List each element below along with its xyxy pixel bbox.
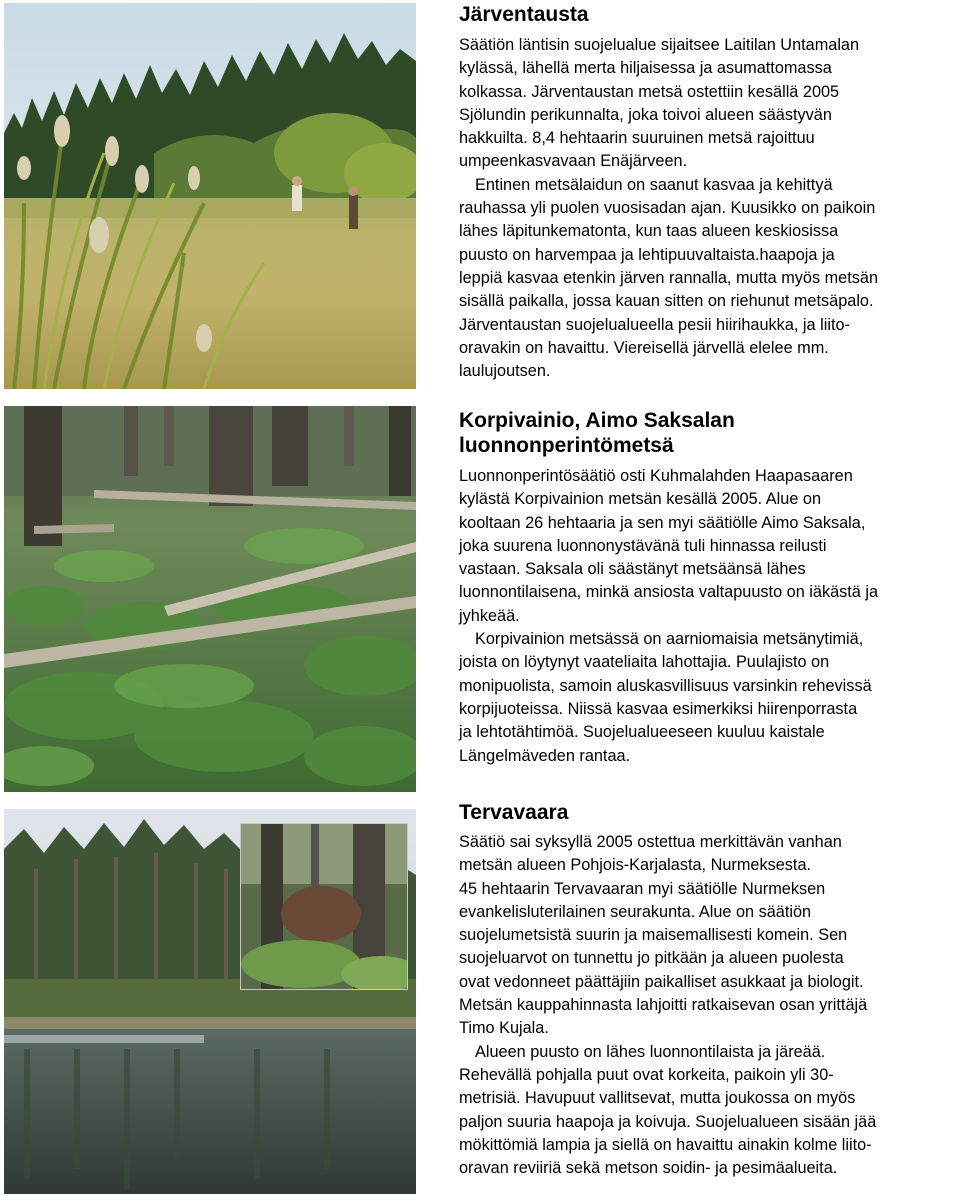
text-line: Längelmäveden rantaa. bbox=[459, 746, 631, 765]
section-title: Tervavaara bbox=[459, 801, 569, 824]
article-jarventausta bbox=[459, 2, 959, 383]
text-line: Entinen metsälaidun on saanut kasvaa ja kehittyä bbox=[475, 175, 833, 194]
text-line: jyhkeää. bbox=[459, 606, 520, 625]
text-line: umpeenkasvavaan Enäjärveen. bbox=[459, 152, 688, 171]
text-line: Alueen puusto on lähes luonnontilaista ja järeää. bbox=[475, 1042, 826, 1061]
section-body bbox=[459, 831, 959, 1180]
text-line: kolkassa. Järventaustan metsä ostettiin kesällä 2005 bbox=[459, 82, 840, 101]
text-line: kylässä, lähellä merta hiljaisessa ja asumattomassa bbox=[459, 59, 832, 78]
text-line: monipuolista, samoin aluskasvillisuus varsinkin rehevissä bbox=[459, 676, 872, 695]
text-line: Timo Kujala. bbox=[459, 1019, 549, 1038]
forest-floor-illustration bbox=[4, 406, 416, 792]
article-tervavaara bbox=[459, 800, 959, 1180]
photo-tervavaara-inset bbox=[240, 823, 408, 990]
text-line: luonnontilaisena, minkä ansiosta valtapuusto on iäkästä ja bbox=[459, 583, 879, 602]
text-line: Metsän kauppahinnasta lahjoitti ratkaisevan osan yrittäjä bbox=[459, 996, 868, 1015]
text-line: rauhassa yli puolen vuosisadan ajan. Kuusikko on paikoin bbox=[459, 199, 876, 218]
title-line: Korpivainio, Aimo Saksalan bbox=[459, 409, 735, 432]
article-korpivainio bbox=[459, 408, 959, 768]
text-line: suojelumetsistä suurin ja maisemallisesti komein. Sen bbox=[459, 926, 848, 945]
forest-interior-illustration bbox=[241, 824, 407, 989]
text-line: kooltaan 26 hehtaaria ja sen myi säätiölle Aimo Saksala, bbox=[459, 513, 866, 532]
text-line: puusto on harvempaa ja lehtipuuvaltaista.haapoja ja bbox=[459, 245, 835, 264]
title-line: luonnonperintömetsä bbox=[459, 434, 674, 457]
text-line: Järventaustan suojelualueella pesii hiirihaukka, ja liito- bbox=[459, 315, 850, 334]
text-line: lähes läpitunkematonta, kun taas alueen keskiosissa bbox=[459, 222, 839, 241]
text-line: sisällä paikalla, jossa kauan sitten on riehunut metsäpalo. bbox=[459, 292, 874, 311]
text-line: Säätiö sai syksyllä 2005 ostettua merkittävän vanhan bbox=[459, 833, 842, 851]
text-line: Säätiön läntisin suojelualue sijaitsee Laitilan Untamalan bbox=[459, 36, 860, 54]
photo-jarventausta-meadow bbox=[4, 3, 416, 389]
text-line: joka suurena luonnonystävänä tuli hinnassa reilusti bbox=[459, 536, 827, 555]
photo-korpivainio-forest bbox=[4, 406, 416, 792]
text-line: ovat vedonneet päättäjiin paikalliset asukkaat ja biologit. bbox=[459, 972, 864, 991]
section-title bbox=[459, 408, 959, 458]
text-line: Luonnonperintösäätiö osti Kuhmalahden Haapasaaren bbox=[459, 467, 853, 485]
text-line: metrisiä. Havupuut vallitsevat, mutta joukossa on myös bbox=[459, 1089, 856, 1108]
text-line: leppiä kasvaa etenkin järven rannalla, mutta myös metsän bbox=[459, 268, 879, 287]
text-line: korpijuoteissa. Niissä kasvaa esimerkiksi hiirenporrasta bbox=[459, 699, 858, 718]
text-line: 45 hehtaarin Tervavaaran myi säätiölle Nurmeksen bbox=[459, 879, 826, 898]
text-line: suojeluarvot on tunnettu jo pitkään ja alueen puolesta bbox=[459, 949, 844, 968]
text-line: Korpivainion metsässä on aarniomaisia metsänytimiä, bbox=[475, 630, 864, 649]
text-line: oravakin on havaittu. Viereisellä järvellä elelee mm. bbox=[459, 338, 829, 357]
text-line: oravan reviiriä sekä metson soidin- ja pesimäalueita. bbox=[459, 1159, 838, 1178]
meadow-illustration bbox=[4, 3, 416, 389]
section-body bbox=[459, 34, 959, 383]
text-line: Rehevällä pohjalla puut ovat korkeita, paikoin yli 30- bbox=[459, 1065, 834, 1084]
text-line: mökittömiä lampia ja siellä on havaittu ainakin kolme liito- bbox=[459, 1135, 872, 1154]
text-line: hakkuilta. 8,4 hehtaarin suuruinen metsä rajoittuu bbox=[459, 129, 815, 148]
section-title: Järventausta bbox=[459, 3, 589, 26]
text-line: paljon suuria haapoja ja koivuja. Suojelualueen sisään jää bbox=[459, 1112, 877, 1131]
text-line: metsän alueen Pohjois-Karjalasta, Nurmeksesta. bbox=[459, 856, 812, 875]
text-line: evankelisluterilainen seurakunta. Alue on säätiön bbox=[459, 902, 812, 921]
section-body bbox=[459, 465, 959, 768]
text-line: ja lehtotähtimöä. Suojelualueeseen kuuluu kaistale bbox=[459, 723, 825, 742]
text-line: vastaan. Saksala oli säästänyt metsäänsä lähes bbox=[459, 560, 806, 579]
text-line: laulujoutsen. bbox=[459, 362, 551, 381]
text-line: Sjölundin perikunnalta, joka toivoi alueen säästyvän bbox=[459, 105, 832, 124]
text-line: kylästä Korpivainion metsän kesällä 2005. Alue on bbox=[459, 490, 822, 509]
text-line: joista on löytynyt vaateliaita lahottajia. Puulajisto on bbox=[459, 653, 830, 672]
